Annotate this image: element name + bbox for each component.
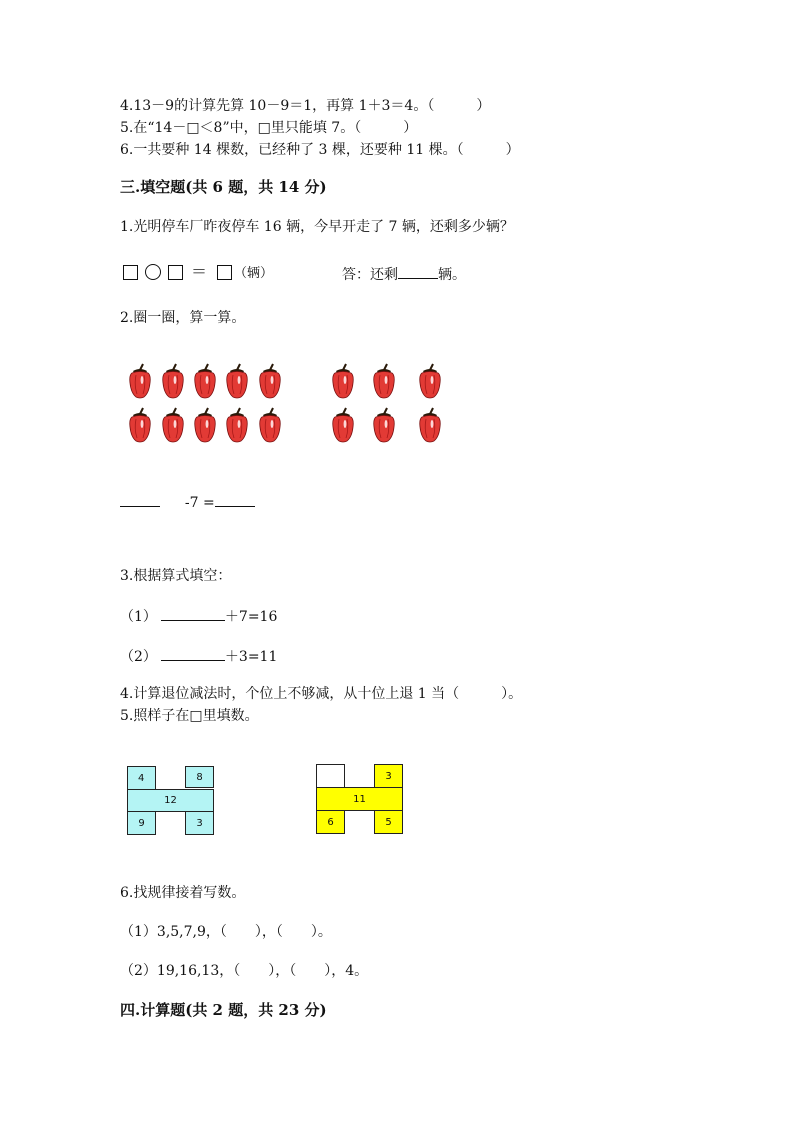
red-pepper-icon: [418, 363, 442, 399]
red-pepper-icon: [331, 407, 355, 443]
h-cell-top-left-empty[interactable]: [316, 764, 345, 788]
answer-prefix: 答：还剩: [342, 267, 398, 283]
answer-suffix: 辆。: [438, 267, 466, 283]
item-label: （1）: [120, 609, 157, 625]
h-cell-bottom-right: 3: [185, 811, 214, 835]
section-3-heading: 三.填空题(共 6 题，共 14 分): [120, 178, 327, 196]
fill-question-1: 1.光明停车厂昨夜停车 16 辆，今早开走了 7 辆，还剩多少辆？: [120, 219, 514, 235]
red-pepper-icon: [161, 363, 185, 399]
red-pepper-icon: [225, 407, 249, 443]
h-cell-top-right: 8: [185, 766, 214, 788]
item-label: （2）: [120, 649, 157, 665]
section-4-heading: 四.计算题(共 2 题，共 23 分): [120, 1001, 327, 1019]
red-pepper-icon: [128, 363, 152, 399]
judge-question-5: 5.在“14－□＜8”中，□里只能填 7。（ ）: [120, 120, 418, 136]
red-pepper-icon: [225, 363, 249, 399]
h-cell-bottom-left: 9: [127, 811, 156, 835]
red-pepper-icon: [372, 407, 396, 443]
red-pepper-icon: [193, 407, 217, 443]
pepper-formula-row: [120, 492, 255, 513]
fill-q3-item-2: [120, 646, 277, 667]
h-cell-bottom-right: 5: [374, 810, 403, 834]
h-cell-top-left: 4: [127, 766, 156, 790]
judge-question-4: 4.13－9的计算先算 10－9＝1，再算 1＋3＝4。（ ）: [120, 98, 491, 114]
fill-q6-item-1: （1）3,5,7,9，（ ），（ ）。: [120, 924, 332, 940]
h-cell-middle: 11: [316, 787, 403, 811]
h-figure-exercise: [316, 764, 403, 834]
red-pepper-icon: [258, 363, 282, 399]
red-pepper-icon: [331, 363, 355, 399]
fill-question-5: 5.照样子在□里填数。: [120, 708, 259, 724]
unit-label: （辆）: [234, 266, 274, 281]
red-pepper-icon: [372, 363, 396, 399]
red-pepper-icon: [161, 407, 185, 443]
item-expr: ＋3=11: [224, 649, 278, 665]
red-pepper-icon: [418, 407, 442, 443]
formula-blank-left[interactable]: [120, 492, 160, 507]
equals-sign: ＝: [191, 262, 208, 281]
h-figure-example: [127, 766, 214, 835]
h-cell-bottom-left: 6: [316, 810, 345, 834]
item-blank[interactable]: [161, 606, 225, 621]
formula-text: -7 =: [184, 495, 215, 511]
fill-question-4: 4.计算退位减法时，个位上不够减，从十位上退 1 当（ ）。: [120, 686, 523, 702]
fill-q6-item-2: （2）19,16,13，（ ），（ ），4。: [120, 963, 369, 979]
formula-blank-right[interactable]: [215, 492, 255, 507]
h-cell-top-right: 3: [374, 764, 403, 788]
fill-q3-item-1: [120, 606, 277, 627]
item-expr: ＋7=16: [224, 609, 278, 625]
judge-question-6: 6.一共要种 14 棵数，已经种了 3 棵，还要种 11 棵。（ ）: [120, 142, 520, 158]
pepper-group: [0, 0, 794, 460]
h-cell-middle: 12: [127, 789, 214, 812]
fill-question-2: 2.圈一圈，算一算。: [120, 310, 246, 326]
fill-question-3: 3.根据算式填空：: [120, 568, 232, 584]
red-pepper-icon: [128, 407, 152, 443]
red-pepper-icon: [258, 407, 282, 443]
red-pepper-icon: [193, 363, 217, 399]
item-blank[interactable]: [161, 646, 225, 661]
fill-question-6: 6.找规律接着写数。: [120, 885, 246, 901]
